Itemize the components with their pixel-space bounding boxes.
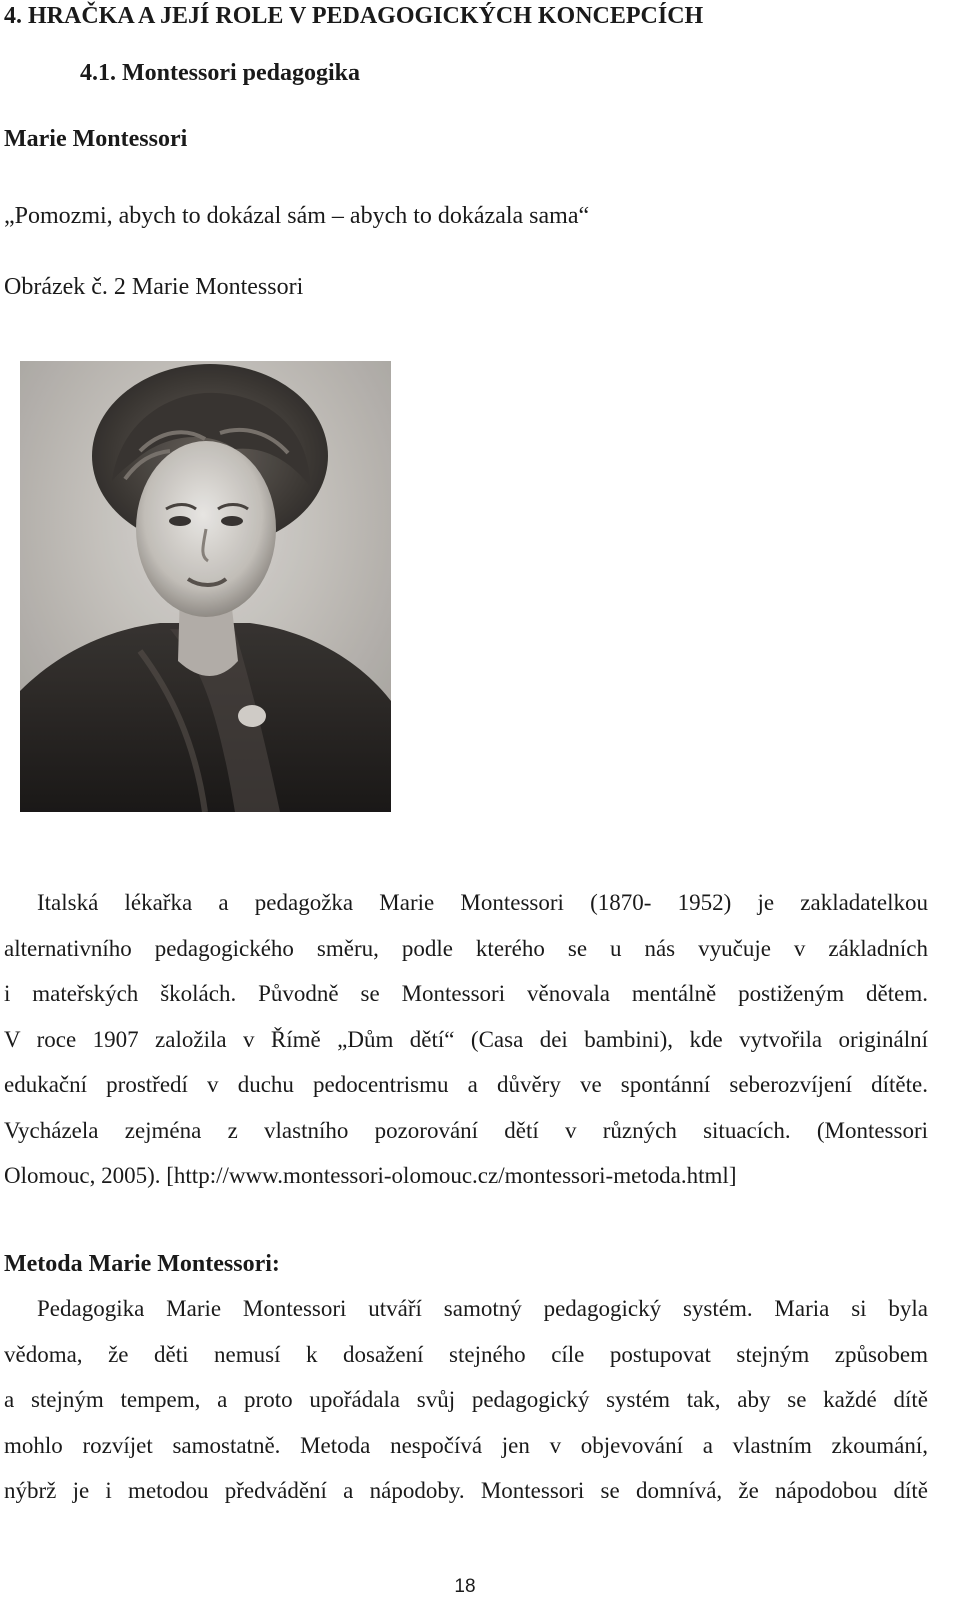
text-line: mohlo rozvíjet samostatně. Metoda nespočívá jen v objevování a vlastním zkoumání, <box>4 1432 928 1458</box>
text-line: V roce 1907 založila v Římě „Dům dětí“ (Casa dei bambini), kde vytvořila originální <box>4 1026 928 1052</box>
intro-paragraph <box>4 880 928 1199</box>
text-line: alternativního pedagogického směru, podle kterého se u nás vyučuje v základních <box>4 935 928 961</box>
person-heading: Marie Montessori <box>4 126 188 152</box>
motto-quote: „Pomozmi, abych to dokázal sám – abych to dokázala sama“ <box>4 203 590 229</box>
text-line: nýbrž je i metodou předvádění a nápodoby. Montessori se domnívá, že nápodobou dítě <box>4 1478 928 1503</box>
text-line: a stejným tempem, a proto upořádala svůj pedagogický systém tak, aby se každé dítě <box>4 1387 928 1412</box>
text-line: Pedagogika Marie Montessori utváří samotný pedagogický systém. Maria si byla <box>37 1296 928 1321</box>
text-line: Vycházela zejména z vlastního pozorování dětí v různých situacích. (Montessori <box>4 1117 928 1143</box>
portrait-photo <box>20 361 391 812</box>
portrait-illustration <box>20 361 391 812</box>
section-heading: 4.1. Montessori pedagogika <box>80 60 361 86</box>
text-line: edukační prostředí v duchu pedocentrismu a důvěry ve spontánní seberozvíjení dítěte. <box>4 1072 928 1097</box>
method-paragraph <box>4 1286 928 1514</box>
text-line: Olomouc, 2005). [http://www.montessori-olomouc.cz/montessori-metoda.html] <box>4 1163 737 1188</box>
chapter-heading: 4. HRAČKA A JEJÍ ROLE V PEDAGOGICKÝCH KONCEPCÍCH <box>4 3 704 29</box>
text-line: i mateřských školách. Původně se Montessori věnovala mentálně postiženým dětem. <box>4 981 928 1006</box>
page-number: 18 <box>454 1576 476 1597</box>
figure-caption: Obrázek č. 2 Marie Montessori <box>4 274 304 300</box>
method-heading: Metoda Marie Montessori: <box>4 1251 280 1277</box>
text-line: Italská lékařka a pedagožka Marie Montessori (1870- 1952) je zakladatelkou <box>37 890 928 915</box>
text-line: vědoma, že děti nemusí k dosažení stejného cíle postupovat stejným způsobem <box>4 1341 928 1367</box>
